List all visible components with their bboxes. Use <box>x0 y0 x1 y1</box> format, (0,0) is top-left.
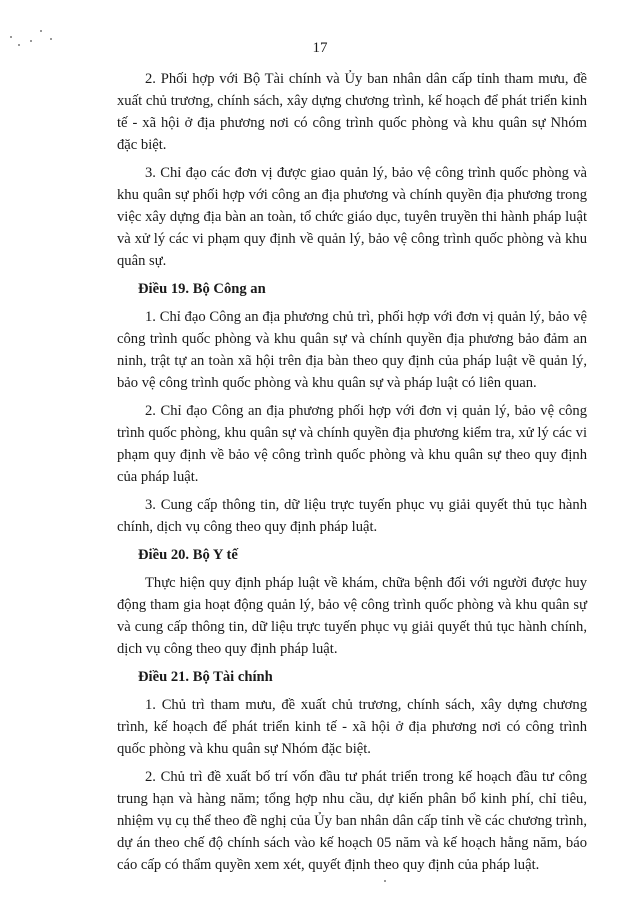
paragraph: 1. Chỉ đạo Công an địa phương chủ trì, phối hợp với đơn vị quản lý, bảo vệ công trình quốc phòng và khu quân sự và chính quyền địa phương bảo đảm an ninh, trật tự an toàn xã hội trên địa bàn theo quy định của pháp luật về quản lý, bảo vệ công trình quốc phòng và khu quân sự và pháp luật có liên quan. <box>117 309 587 391</box>
article-heading: Điều 19. Bộ Công an <box>138 281 266 297</box>
article-heading: Điều 20. Bộ Y tế <box>138 547 238 563</box>
scan-speck <box>40 30 42 32</box>
article-heading: Điều 21. Bộ Tài chính <box>138 669 273 685</box>
paragraph: 2. Chủ trì đề xuất bố trí vốn đầu tư phát triển trong kế hoạch đầu tư công trung hạn và hàng năm; tổng hợp nhu cầu, dự kiến phân bổ kinh phí, chỉ tiêu, nhiệm vụ cụ thể theo đề nghị của Ủy ban nhân dân cấp tỉnh về các chương trình, dự án theo chế độ chính sách vào kế hoạch 05 năm và kế hoạch hằng năm, báo cáo cấp có thẩm quyền xem xét, quyết định theo quy định của pháp luật. <box>117 769 587 873</box>
paragraph: Thực hiện quy định pháp luật về khám, chữa bệnh đối với người được huy động tham gia hoạt động quản lý, bảo vệ công trình quốc phòng và khu quân sự và cung cấp thông tin, dữ liệu trực tuyến phục vụ giải quyết thủ tục hành chính, dịch vụ công theo quy định pháp luật. <box>117 575 587 657</box>
page-number: 17 <box>312 40 328 56</box>
paragraph: 2. Phối hợp với Bộ Tài chính và Ủy ban nhân dân cấp tỉnh tham mưu, đề xuất chủ trương, chính sách, xây dựng chương trình, kế hoạch để phát triển kinh tế - xã hội ở địa phương nơi có công trình quốc phòng và khu quân sự Nhóm đặc biệt. <box>117 71 587 153</box>
document-body <box>117 68 587 882</box>
scan-speck <box>10 36 12 38</box>
paragraph: 3. Cung cấp thông tin, dữ liệu trực tuyến phục vụ giải quyết thủ tục hành chính, dịch vụ công theo quy định pháp luật. <box>117 497 587 535</box>
paragraph: 2. Chỉ đạo Công an địa phương phối hợp với đơn vị quản lý, bảo vệ công trình quốc phòng, khu quân sự và chính quyền địa phương kiểm tra, xử lý các vi phạm quy định về bảo vệ công trình quốc phòng và khu quân sự theo quy định của pháp luật. <box>117 403 587 485</box>
paragraph: 1. Chủ trì tham mưu, đề xuất chủ trương, chính sách, xây dựng chương trình, kế hoạch để phát triển kinh tế - xã hội ở địa phương nơi có công trình quốc phòng và khu quân sự Nhóm đặc biệt. <box>117 697 587 757</box>
paragraph: 3. Chỉ đạo các đơn vị được giao quản lý, bảo vệ công trình quốc phòng và khu quân sự phối hợp với công an địa phương và chính quyền địa phương trong việc xây dựng địa bàn an toàn, tổ chức giáo dục, tuyên truyền thi hành pháp luật và xử lý các vi phạm quy định về quản lý, bảo vệ công trình quốc phòng và khu quân sự. <box>117 165 587 269</box>
